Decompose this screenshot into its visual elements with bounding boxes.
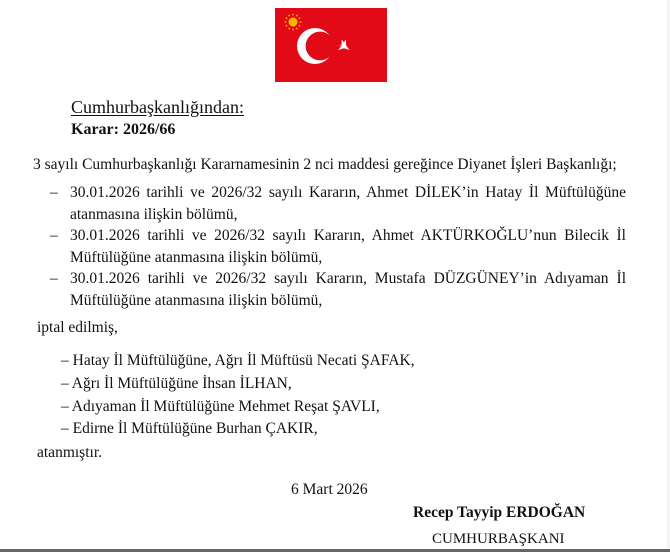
intro-paragraph: 3 sayılı Cumhurbaşkanlığı Kararnamesinin 2 nci maddesi gereğince Diyanet İşleri Başkanlığı; — [33, 156, 617, 173]
cancelled-item-line2: atanmasına ilişkin bölümü, — [70, 206, 238, 223]
appointment-item: – Hatay İl Müftülüğüne, Ağrı İl Müftüsü Necati ŞAFAK, — [61, 352, 415, 369]
signer-title: CUMHURBAŞKANI — [432, 531, 565, 547]
appointment-item: – Ağrı İl Müftülüğüne İhsan İLHAN, — [61, 375, 292, 392]
cancelled-item-line2: Müftülüğüne atanmasına ilişkin bölümü, — [70, 249, 323, 266]
turkish-flag-emblem — [275, 8, 387, 82]
signer-name: Recep Tayyip ERDOĞAN — [413, 504, 586, 521]
appointed-statement: atanmıştır. — [37, 444, 103, 461]
decision-number: Karar: 2026/66 — [71, 121, 176, 138]
cancelled-item-line2: Müftülüğüne atanmasına ilişkin bölümü, — [70, 292, 323, 309]
cancelled-statement: iptal edilmiş, — [37, 319, 118, 336]
list-dash: – — [50, 227, 58, 244]
appointment-item: – Adıyaman İl Müftülüğüne Mehmet Reşat ŞAVLI, — [61, 398, 380, 415]
list-dash: – — [50, 184, 58, 201]
cancelled-item-line1: 30.01.2026 tarihli ve 2026/32 sayılı Kararın, Mustafa DÜZGÜNEY’in Adıyaman İl — [70, 270, 626, 287]
appointment-item: – Edirne İl Müftülüğüne Burhan ÇAKIR, — [61, 420, 318, 437]
decision-date: 6 Mart 2026 — [291, 481, 368, 498]
cancelled-item-line1: 30.01.2026 tarihli ve 2026/32 sayılı Kararın, Ahmet DİLEK’in Hatay İl Müftülüğüne — [70, 184, 626, 201]
issuer-heading: Cumhurbaşkanlığından: — [71, 97, 244, 117]
flag-icon — [275, 8, 387, 82]
list-dash: – — [50, 270, 58, 287]
cancelled-item-line1: 30.01.2026 tarihli ve 2026/32 sayılı Kararın, Ahmet AKTÜRKOĞLU’nun Bilecik İl — [70, 227, 626, 244]
